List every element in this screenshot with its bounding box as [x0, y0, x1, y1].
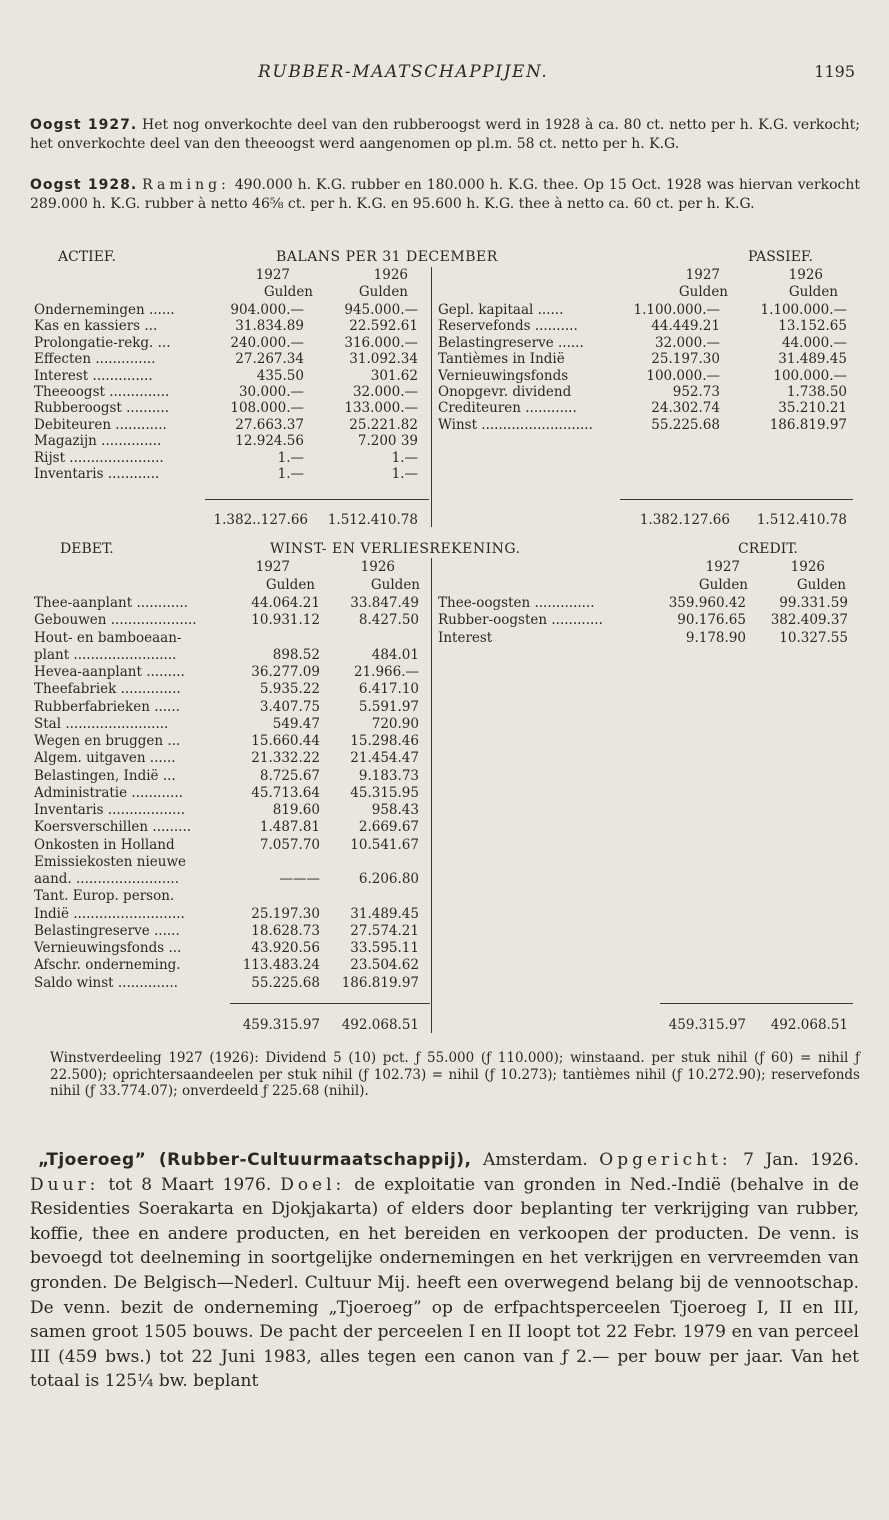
- actief-label: Effecten ..............: [34, 351, 156, 368]
- debet-label: Gebouwen ....................: [34, 612, 197, 629]
- company-name: „Tjoeroeg” (Rubber-Cultuurmaatschappij),: [38, 1150, 472, 1170]
- winstverdeeling-paragraph: Winstverdeeling 1927 (1926): Dividend 5 (10) pct. ƒ 55.000 (ƒ 110.000); winstaand. per stuk nihil (ƒ 60) = nihil ƒ 22.500); oprichtersaandeelen per stuk nihil (ƒ 102.73) = nihil (ƒ 10.273); tantièmes nihil (ƒ 10.272.90); reservefonds nihil (ƒ 33.774.07); onverdeeld ƒ 225.68 (nihil).: [50, 1050, 860, 1099]
- debet-label: Tant. Europ. person.: [34, 888, 175, 905]
- actief-label: Rubberoogst ..........: [34, 400, 170, 417]
- debet-value-1926: 21.454.47: [350, 750, 419, 767]
- credit-value-1926: 10.327.55: [779, 629, 848, 646]
- actief-label: Theeoogst ..............: [34, 384, 170, 400]
- passief-label: Gepl. kapitaal ......: [438, 302, 564, 318]
- debet-unit-1926: Gulden: [370, 577, 420, 593]
- debet-value-1927: 21.332.22: [251, 750, 320, 767]
- actief-total-1927: 1.382..127.66: [213, 512, 308, 528]
- debet-value-1926: 2.669.67: [358, 819, 419, 836]
- debet-value-1927: 36.277.09: [251, 664, 320, 680]
- credit-value-1926: 382.409.37: [770, 612, 848, 629]
- debet-value-1927: 3.407.75: [259, 698, 320, 715]
- credit-label: Rubber-oogsten ............: [438, 612, 603, 629]
- debet-value-1926: 33.847.49: [350, 595, 419, 611]
- debet-value-1927: ———: [279, 871, 320, 887]
- oogst-1928-heading: Oogst 1928.: [30, 177, 138, 193]
- passief-value-1926: 1.738.50: [786, 384, 847, 400]
- actief-label: Inventaris ............: [34, 466, 160, 482]
- debet-value-1926: 31.489.45: [350, 905, 419, 922]
- passief-value-1927: 100.000.—: [646, 367, 720, 384]
- debet-value-1927: 10.931.12: [251, 612, 320, 629]
- actief-label: Kas en kassiers ...: [34, 318, 158, 335]
- debet-value-1926: 27.574.21: [350, 922, 419, 939]
- credit-label: Interest: [438, 629, 493, 646]
- debet-value-1926: 958.43: [371, 802, 419, 818]
- actief-value-1927: 108.000.—: [230, 400, 304, 417]
- debet-heading: DEBET.: [60, 541, 114, 557]
- passief-value-1927: 32.000.—: [654, 334, 720, 351]
- passief-value-1926: 44.000.—: [781, 334, 847, 351]
- passief-value-1927: 44.449.21: [651, 318, 720, 335]
- actief-value-1927: 1.—: [277, 449, 304, 466]
- debet-value-1927: 8.725.67: [259, 767, 320, 784]
- credit-year-1926: 1926: [790, 559, 825, 575]
- passief-year-1926: 1926: [788, 267, 823, 283]
- actief-value-1927: 27.663.37: [235, 416, 304, 433]
- actief-unit-1926: Gulden: [358, 284, 408, 300]
- tjoeroeg-entry: [30, 1148, 859, 1394]
- debet-label: Wegen en bruggen ...: [34, 733, 181, 749]
- debet-year-1926: 1926: [360, 559, 395, 575]
- debet-value-1926: 6.417.10: [358, 681, 419, 698]
- debet-value-1926: 8.427.50: [358, 612, 419, 629]
- actief-value-1926: 1.—: [391, 449, 418, 466]
- debet-value-1927: 55.225.68: [251, 974, 320, 991]
- debet-value-1927: 25.197.30: [251, 905, 320, 922]
- actief-label: Rijst ......................: [34, 449, 164, 466]
- debet-label: plant ........................: [34, 646, 177, 663]
- credit-total-1926: 492.068.51: [770, 1017, 848, 1033]
- credit-unit-1927: Gulden: [698, 577, 748, 593]
- debet-value-1927: 45.713.64: [251, 784, 320, 801]
- debet-value-1927: 1.487.81: [259, 819, 320, 836]
- actief-value-1926: 25.221.82: [349, 416, 418, 433]
- passief-value-1927: 1.100.000.—: [633, 302, 720, 318]
- oogst-1927-heading: Oogst 1927.: [30, 117, 138, 133]
- actief-total-1926: 1.512.410.78: [327, 512, 418, 528]
- passief-value-1926: 31.489.45: [778, 351, 847, 368]
- debet-value-1927: 43.920.56: [251, 940, 320, 956]
- debet-value-1926: 5.591.97: [358, 698, 419, 715]
- passief-total-1926: 1.512.410.78: [756, 512, 847, 528]
- actief-value-1926: 316.000.—: [344, 334, 418, 351]
- duur-value: tot 8 Maart 1976.: [108, 1174, 272, 1195]
- debet-value-1927: 18.628.73: [251, 922, 320, 939]
- passief-label: Reservefonds ..........: [438, 318, 578, 335]
- debet-label: Hout- en bamboeaan-: [34, 629, 182, 646]
- actief-unit-1927: Gulden: [263, 284, 313, 300]
- debet-label: Belastingen, Indië ...: [34, 767, 176, 784]
- passief-label: Belastingreserve ......: [438, 334, 584, 351]
- passief-total-1927: 1.382.127.66: [639, 512, 730, 528]
- credit-value-1927: 359.960.42: [668, 595, 746, 611]
- debet-label: Vernieuwingsfonds ...: [34, 940, 182, 956]
- debet-label: Afschr. onderneming.: [34, 957, 181, 974]
- opgericht-label: Opgericht:: [599, 1150, 732, 1170]
- debet-value-1926: 6.206.80: [358, 871, 419, 887]
- credit-value-1927: 90.176.65: [677, 612, 746, 629]
- passief-label: Tantièmes in Indië: [438, 351, 565, 368]
- debet-value-1926: 45.315.95: [350, 784, 419, 801]
- passief-value-1927: 25.197.30: [651, 351, 720, 368]
- debet-total-1927: 459.315.97: [242, 1017, 320, 1033]
- actief-value-1927: 27.267.34: [235, 351, 304, 368]
- credit-total-1927: 459.315.97: [668, 1017, 746, 1033]
- debet-value-1927: 44.064.21: [251, 595, 320, 611]
- passief-year-1927: 1927: [685, 267, 720, 283]
- debet-value-1927: 549.47: [272, 715, 320, 732]
- passief-value-1927: 55.225.68: [651, 416, 720, 433]
- oogst-1927-text: Het nog onverkochte deel van den rubberoogst werd in 1928 à ca. 80 ct. netto per h. K.G. verkocht; het onverkochte deel van den theeoogst werd aangenomen op pl.m. 58 ct. netto per h. K.G.: [30, 117, 861, 152]
- doel-text: de exploitatie van gronden in Ned.-Indië (behalve in de Residenties Soerakarta en Djokjakarta) of elders door beplanting ter verkrijging van rubber, koffie, thee en andere producten, en het bereiden en verkoopen der producten. De venn. is bevoegd tot deelneming in soortgelijke ondernemingen en het verkrijgen en vervreemden van gronden. De Belgisch—Nederl. Cultuur Mij. heeft een overwegend belang bij de vennootschap. De venn. bezit de onderneming „Tjoeroeg” op de erfpachtsperceelen Tjoeroeg I, II en III, samen groot 1505 bouws. De pacht der perceelen I en II loopt tot 22 Febr. 1979 en van perceel III (459 bws.) tot 22 Juni 1983, alles tegen een canon van ƒ 2.— per bouw per jaar. Van het totaal is 125¼ bw. beplant: [30, 1174, 859, 1392]
- debet-value-1926: 23.504.62: [350, 957, 419, 974]
- balans-title: BALANS PER 31 DECEMBER: [276, 249, 498, 265]
- wv-title: WINST- EN VERLIESREKENING.: [270, 541, 521, 557]
- passief-value-1926: 186.819.97: [769, 416, 847, 433]
- debet-label: Hevea-aanplant .........: [34, 664, 185, 680]
- passief-value-1927: 24.302.74: [651, 400, 720, 417]
- actief-value-1926: 32.000.—: [352, 384, 418, 400]
- raming-label: Raming:: [142, 177, 230, 193]
- actief-value-1926: 1.—: [391, 466, 418, 482]
- debet-year-1927: 1927: [255, 559, 290, 575]
- actief-value-1926: 945.000.—: [344, 302, 418, 318]
- debet-label: Inventaris ..................: [34, 802, 186, 818]
- debet-value-1927: 898.52: [272, 646, 320, 663]
- credit-year-1927: 1927: [705, 559, 740, 575]
- oogst-1928-text: 490.000 h. K.G. rubber en 180.000 h. K.G. thee. Op 15 Oct. 1928 was hiervan verkocht 289.000 h. K.G. rubber à netto 46⅝ ct. per h. K.G. en 95.600 h. K.G. thee à netto ca. 60 ct. per h. K.G.: [30, 177, 860, 212]
- running-title: RUBBER-MAATSCHAPPIJEN.: [258, 62, 549, 82]
- debet-label: Thee-aanplant ............: [34, 595, 188, 611]
- credit-value-1927: 9.178.90: [685, 629, 746, 646]
- credit-unit-1926: Gulden: [796, 577, 846, 593]
- actief-value-1927: 240.000.—: [230, 334, 304, 351]
- debet-label: Administratie ............: [34, 784, 183, 801]
- page-number: 1195: [814, 62, 855, 81]
- passief-label: Crediteuren ............: [438, 400, 577, 417]
- passief-label: Vernieuwingsfonds: [438, 367, 569, 384]
- debet-value-1926: 720.90: [371, 715, 419, 732]
- debet-value-1926: 10.541.67: [350, 836, 419, 853]
- actief-value-1926: 133.000.—: [344, 400, 418, 417]
- debet-label: Onkosten in Holland: [34, 836, 175, 853]
- actief-year-1926: 1926: [373, 267, 408, 283]
- credit-heading: CREDIT.: [738, 541, 798, 557]
- company-city: Amsterdam.: [483, 1150, 588, 1170]
- passief-value-1926: 13.152.65: [778, 318, 847, 335]
- debet-total-1926: 492.068.51: [341, 1017, 419, 1033]
- debet-value-1926: 33.595.11: [350, 940, 419, 956]
- credit-value-1926: 99.331.59: [779, 595, 848, 611]
- debet-value-1926: 9.183.73: [358, 767, 419, 784]
- debet-label: Saldo winst ..............: [34, 974, 178, 991]
- actief-value-1927: 1.—: [277, 466, 304, 482]
- debet-value-1926: 484.01: [371, 646, 419, 663]
- passief-unit-1927: Gulden: [678, 284, 728, 300]
- actief-year-1927: 1927: [255, 267, 290, 283]
- actief-value-1926: 7.200 39: [357, 433, 418, 450]
- doel-label: Doel:: [280, 1174, 346, 1195]
- debet-value-1926: 15.298.46: [350, 733, 419, 749]
- actief-value-1927: 30.000.—: [238, 384, 304, 400]
- debet-value-1927: 819.60: [272, 802, 320, 818]
- debet-label: Belastingreserve ......: [34, 922, 180, 939]
- passief-value-1926: 1.100.000.—: [760, 302, 847, 318]
- wv-divider: [431, 558, 432, 1033]
- passief-label: Onopgevr. dividend: [438, 384, 572, 400]
- debet-value-1926: 21.966.—: [353, 664, 419, 680]
- actief-label: Prolongatie-rekg. ...: [34, 334, 171, 351]
- debet-value-1927: 7.057.70: [259, 836, 320, 853]
- passief-unit-1926: Gulden: [788, 284, 838, 300]
- opgericht-date: 7 Jan. 1926.: [743, 1150, 859, 1170]
- debet-label: Rubberfabrieken ......: [34, 698, 180, 715]
- debet-label: Stal ........................: [34, 715, 169, 732]
- debet-label: Koersverschillen .........: [34, 819, 192, 836]
- actief-label: Magazijn ..............: [34, 433, 162, 450]
- credit-label: Thee-oogsten ..............: [438, 595, 595, 611]
- passief-heading: PASSIEF.: [748, 249, 813, 265]
- duur-label: Duur:: [30, 1174, 100, 1195]
- actief-label: Debiteuren ............: [34, 416, 167, 433]
- actief-value-1926: 301.62: [370, 367, 418, 384]
- debet-value-1926: 186.819.97: [341, 974, 419, 991]
- debet-value-1927: 113.483.24: [242, 957, 320, 974]
- debet-label: Indië ..........................: [34, 905, 185, 922]
- debet-label: Algem. uitgaven ......: [34, 750, 176, 767]
- actief-value-1927: 31.834.89: [235, 318, 304, 335]
- credit-total-rule: [660, 1003, 853, 1004]
- debet-value-1927: 15.660.44: [251, 733, 320, 749]
- actief-label: Ondernemingen ......: [34, 302, 175, 318]
- actief-value-1927: 12.924.56: [235, 433, 304, 450]
- debet-label: aand. ........................: [34, 871, 180, 887]
- actief-heading: ACTIEF.: [58, 249, 116, 265]
- debet-label: Emissiekosten nieuwe: [34, 853, 187, 870]
- passief-label: Winst ..........................: [438, 416, 593, 433]
- actief-value-1927: 435.50: [256, 367, 304, 384]
- debet-total-rule: [230, 1003, 430, 1004]
- debet-value-1927: 5.935.22: [259, 681, 320, 698]
- actief-label: Interest ..............: [34, 367, 153, 384]
- actief-value-1926: 22.592.61: [349, 318, 418, 335]
- passief-value-1927: 952.73: [672, 384, 720, 400]
- actief-value-1927: 904.000.—: [230, 302, 304, 318]
- passief-value-1926: 35.210.21: [778, 400, 847, 417]
- passief-value-1926: 100.000.—: [773, 367, 847, 384]
- debet-label: Theefabriek ..............: [34, 681, 181, 698]
- actief-value-1926: 31.092.34: [349, 351, 418, 368]
- debet-unit-1927: Gulden: [265, 577, 315, 593]
